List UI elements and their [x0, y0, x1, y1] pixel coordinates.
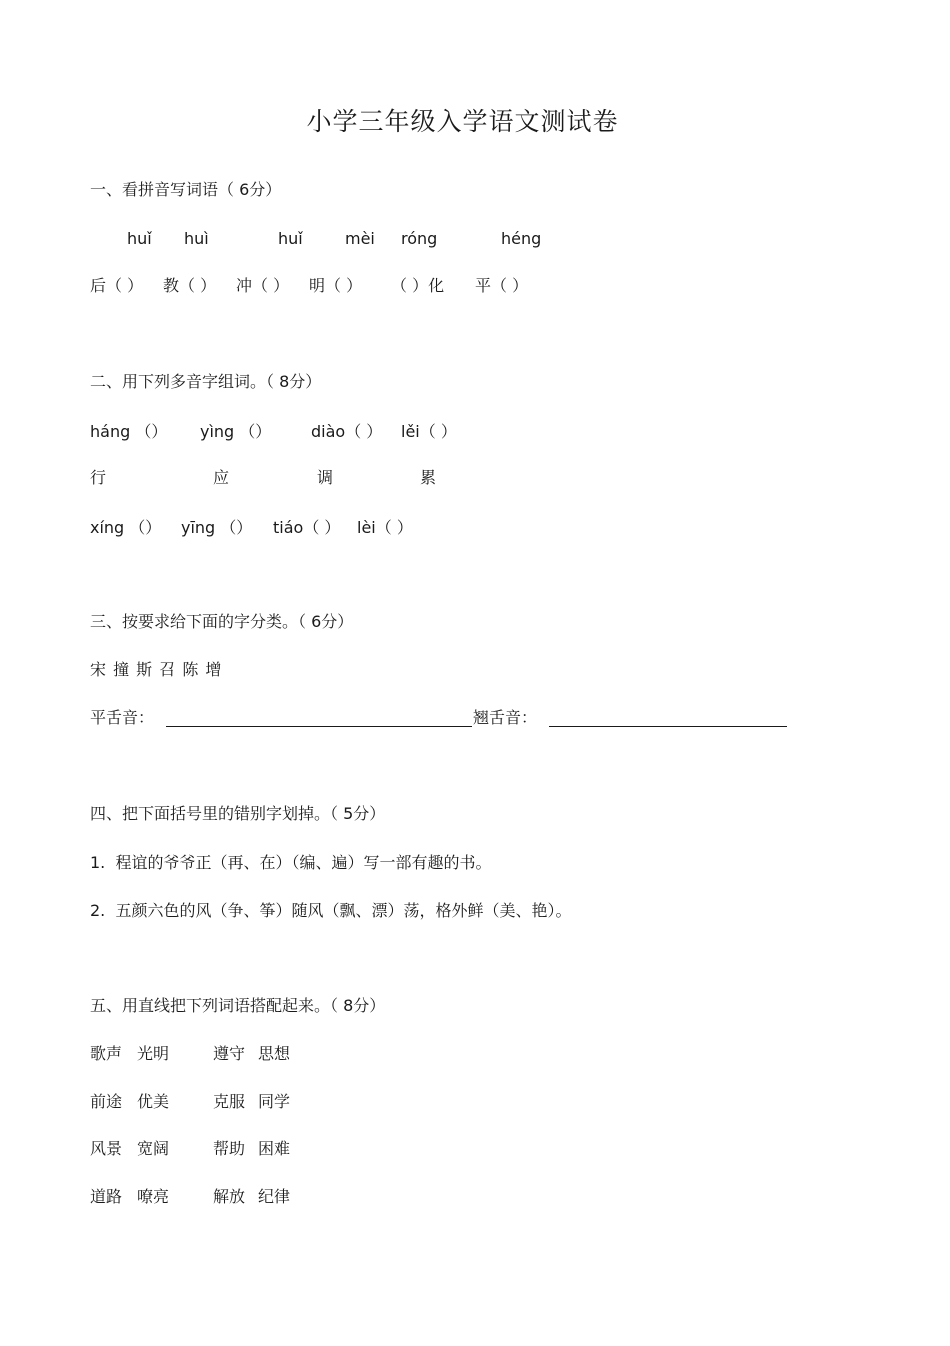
match-word: 前途	[90, 1092, 123, 1111]
section4-question-2: 2. 五颜六色的风（争、筝）随风（飘、漂）荡，格外鲜（美、艳）。	[90, 901, 572, 920]
match-word: 嘹亮	[137, 1187, 170, 1206]
section3-chars: 宋 撞 斯 召 陈 增	[90, 660, 222, 679]
match-word: 克服	[213, 1092, 246, 1111]
char-blank-item: 平（ ）	[475, 276, 529, 295]
flat-tongue-label: 平舌音：	[90, 708, 155, 727]
section1-heading: 一、看拼音写词语（ 6分）	[90, 180, 282, 199]
page-title: 小学三年级入学语文测试卷	[306, 107, 619, 136]
pinyin-item: róng	[401, 229, 438, 248]
pinyin-item: xíng （）	[90, 518, 162, 537]
polyphone-char: 行	[90, 468, 107, 487]
section3-heading: 三、按要求给下面的字分类。（ 6分）	[90, 612, 354, 631]
polyphone-char: 调	[317, 468, 334, 487]
pinyin-item: háng （）	[90, 422, 168, 441]
polyphone-char: 应	[213, 468, 230, 487]
match-word: 同学	[258, 1092, 291, 1111]
match-word: 解放	[213, 1187, 246, 1206]
section2-heading: 二、用下列多音字组词。（ 8分）	[90, 372, 322, 391]
char-blank-item: 教（ ）	[163, 276, 217, 295]
match-word: 光明	[137, 1044, 170, 1063]
match-word: 帮助	[213, 1139, 246, 1158]
pinyin-item: tiáo（ ）	[273, 518, 341, 537]
section5-heading: 五、用直线把下列词语搭配起来。（ 8分）	[90, 996, 386, 1015]
match-word: 道路	[90, 1187, 123, 1206]
match-word: 宽阔	[137, 1139, 170, 1158]
flat-tongue-blank[interactable]	[166, 710, 472, 727]
pinyin-item: yìng （）	[200, 422, 272, 441]
match-word: 遵守	[213, 1044, 246, 1063]
pinyin-item: lěi（ ）	[401, 422, 457, 441]
pinyin-item: héng	[501, 229, 542, 248]
match-word: 思想	[258, 1044, 291, 1063]
match-word: 风景	[90, 1139, 123, 1158]
pinyin-item: yīng （）	[181, 518, 253, 537]
pinyin-item: lèi（ ）	[357, 518, 413, 537]
pinyin-item: huì	[184, 229, 209, 248]
char-blank-item: 明（ ）	[309, 276, 363, 295]
match-word: 歌声	[90, 1044, 123, 1063]
match-word: 优美	[137, 1092, 170, 1111]
pinyin-item: diào（ ）	[311, 422, 383, 441]
char-blank-item: 后（ ）	[90, 276, 144, 295]
char-blank-item: （ ）化	[391, 276, 445, 295]
match-word: 困难	[258, 1139, 291, 1158]
section4-heading: 四、把下面括号里的错别字划掉。（ 5分）	[90, 804, 386, 823]
pinyin-item: huǐ	[278, 229, 303, 248]
match-word: 纪律	[258, 1187, 291, 1206]
polyphone-char: 累	[420, 468, 437, 487]
section4-question-1: 1. 程谊的爷爷正（再、在）（编、遍）写一部有趣的书。	[90, 853, 492, 872]
pinyin-item: huǐ	[127, 229, 152, 248]
char-blank-item: 冲（ ）	[236, 276, 290, 295]
curl-tongue-label: 翘舌音：	[473, 708, 538, 727]
pinyin-item: mèi	[345, 229, 375, 248]
curl-tongue-blank[interactable]	[549, 710, 787, 727]
